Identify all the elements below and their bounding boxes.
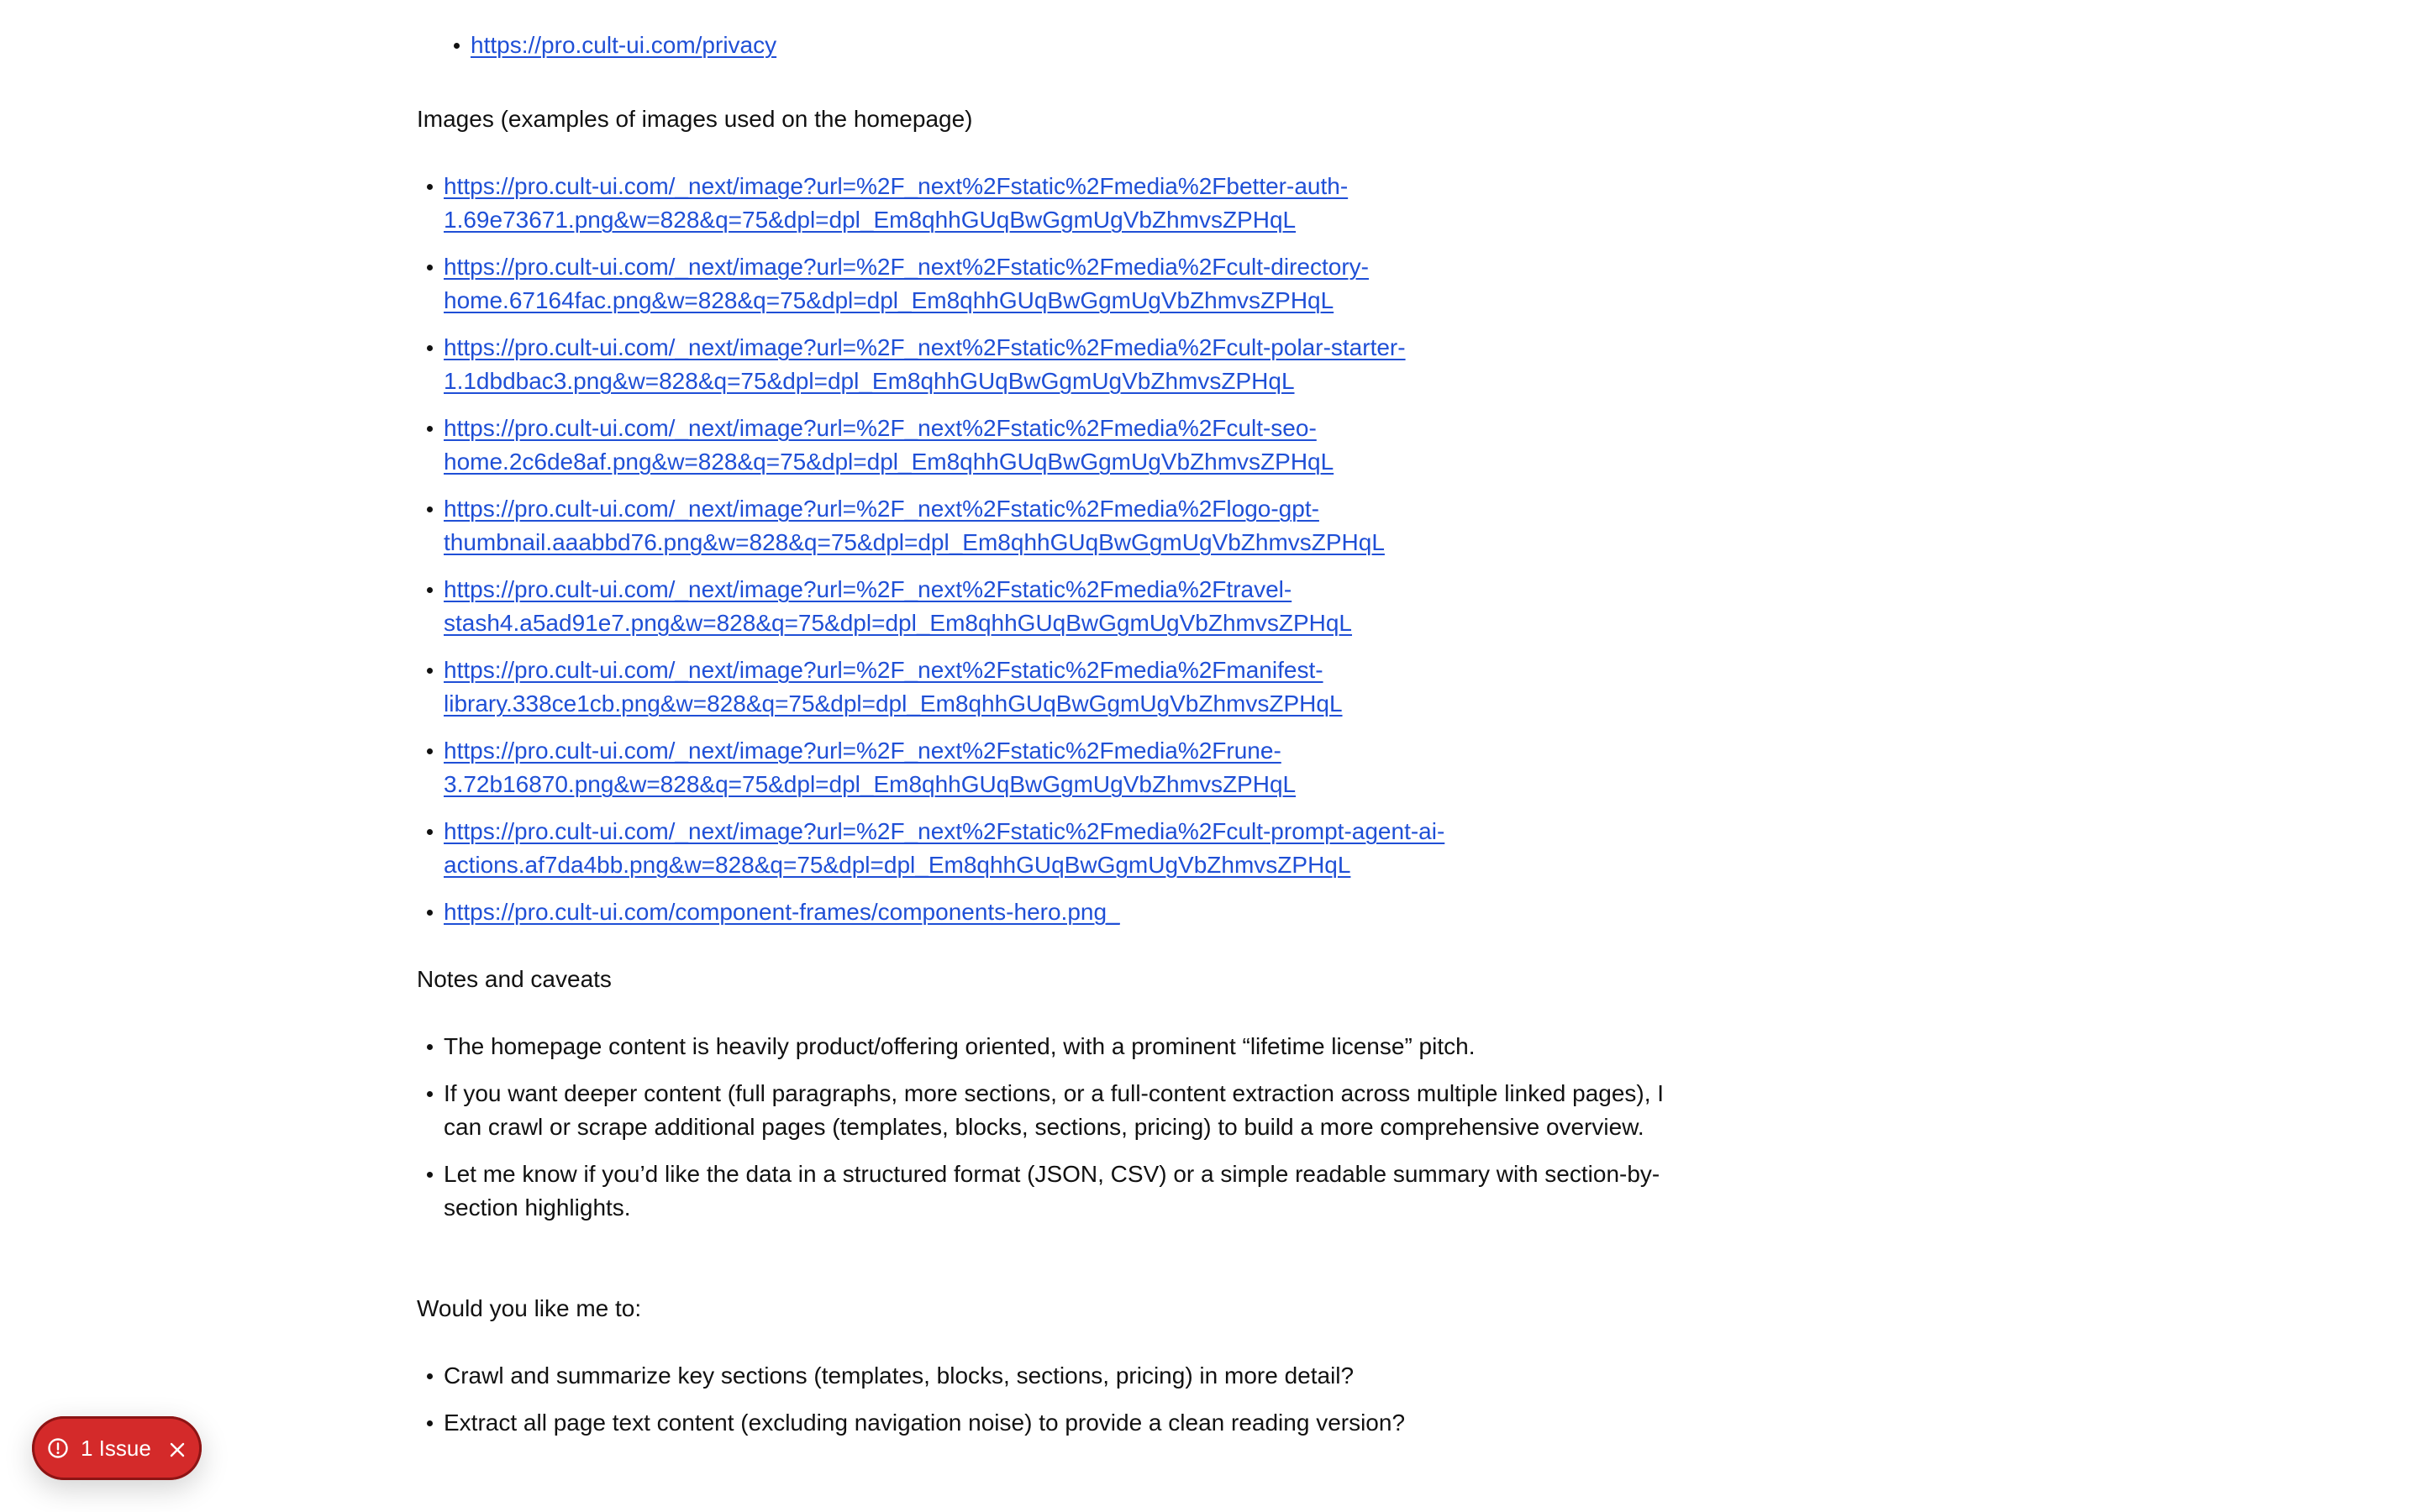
image-link[interactable]: https://pro.cult-ui.com/_next/image?url=%2F_next%2Fstatic%2Fmedia%2Fcult-prompt-agent-ai- actions.af7da4bb.png&w=828&q=75&dpl=dpl_Em8qhhGUqBwGgmUgVbZhmvsZPHqL [444,818,1445,878]
close-icon[interactable] [168,1439,187,1457]
list-item: Extract all page text content (excluding navigation noise) to provide a clean reading version? [417,1406,1677,1440]
top-link-list [444,29,776,62]
list-item [417,412,1711,479]
image-link[interactable]: https://pro.cult-ui.com/_next/image?url=%2F_next%2Fstatic%2Fmedia%2Fcult-seo- home.2c6de8af.png&w=828&q=75&dpl=dpl_Em8qhhGUqBwGgmUgVbZhmvsZPHqL [444,415,1334,475]
list-item [417,654,1711,721]
question-list [417,1359,1677,1453]
list-item [417,815,1711,882]
list-item [417,492,1711,559]
image-link[interactable]: https://pro.cult-ui.com/_next/image?url=%2F_next%2Fstatic%2Fmedia%2Fmanifest- library.338ce1cb.png&w=828&q=75&dpl=dpl_Em8qhhGUqBwGgmUgVbZhmvsZPHqL [444,657,1343,717]
images-heading: Images (examples of images used on the homepage) [417,106,973,132]
list-item: The homepage content is heavily product/offering oriented, with a prominent “lifetime license” pitch. [417,1030,1677,1063]
image-link[interactable]: https://pro.cult-ui.com/component-frames/components-hero.png_ [444,899,1120,925]
image-link[interactable]: https://pro.cult-ui.com/_next/image?url=%2F_next%2Fstatic%2Fmedia%2Frune- 3.72b16870.png&w=828&q=75&dpl=dpl_Em8qhhGUqBwGgmUgVbZhmvsZPHqL [444,738,1297,797]
list-item [417,170,1711,237]
issue-badge-label: 1 Issue [81,1435,151,1461]
list-item [417,331,1711,398]
image-link[interactable]: https://pro.cult-ui.com/_next/image?url=%2F_next%2Fstatic%2Fmedia%2Fbetter-auth- 1.69e73671.png&w=828&q=75&dpl=dpl_Em8qhhGUqBwGgmUgVbZhmvsZPHqL [444,173,1349,233]
image-link[interactable]: https://pro.cult-ui.com/_next/image?url=%2F_next%2Fstatic%2Fmedia%2Fcult-polar-starter- 1.1dbdbac3.png&w=828&q=75&dpl=dpl_Em8qhhGUqBwGgmUgVbZhmvsZPHqL [444,334,1406,394]
list-item [417,573,1711,640]
list-item [417,895,1711,929]
list-item: If you want deeper content (full paragraphs, more sections, or a full-content extraction across multiple linked pages), I can crawl or scrape additional pages (templates, blocks, sections, pricing) to build a more comprehensive overview. [417,1077,1677,1144]
list-item [417,734,1711,801]
question-heading: Would you like me to: [417,1295,642,1321]
issue-badge-button[interactable] [32,1416,202,1480]
image-link[interactable]: https://pro.cult-ui.com/_next/image?url=%2F_next%2Fstatic%2Fmedia%2Fcult-directory- home.67164fac.png&w=828&q=75&dpl=dpl_Em8qhhGUqBwGgmUgVbZhmvsZPHqL [444,254,1369,313]
notes-list [417,1030,1677,1238]
list-item: Let me know if you’d like the data in a structured format (JSON, CSV) or a simple readable summary with section-by-section highlights. [417,1158,1677,1225]
list-item: Crawl and summarize key sections (templates, blocks, sections, pricing) in more detail? [417,1359,1677,1393]
image-link-list [417,170,1711,942]
alert-circle-icon [47,1437,69,1459]
list-item [417,250,1711,318]
list-item [444,29,776,62]
notes-heading: Notes and caveats [417,966,612,992]
privacy-link[interactable]: https://pro.cult-ui.com/privacy [471,32,777,58]
image-link[interactable]: https://pro.cult-ui.com/_next/image?url=%2F_next%2Fstatic%2Fmedia%2Flogo-gpt- thumbnail.aaabbd76.png&w=828&q=75&dpl=dpl_Em8qhhGUqBwGgmUgVbZhmvsZPHqL [444,496,1385,555]
image-link[interactable]: https://pro.cult-ui.com/_next/image?url=%2F_next%2Fstatic%2Fmedia%2Ftravel- stash4.a5ad91e7.png&w=828&q=75&dpl=dpl_Em8qhhGUqBwGgmUgVbZhmvsZPHqL [444,576,1353,636]
